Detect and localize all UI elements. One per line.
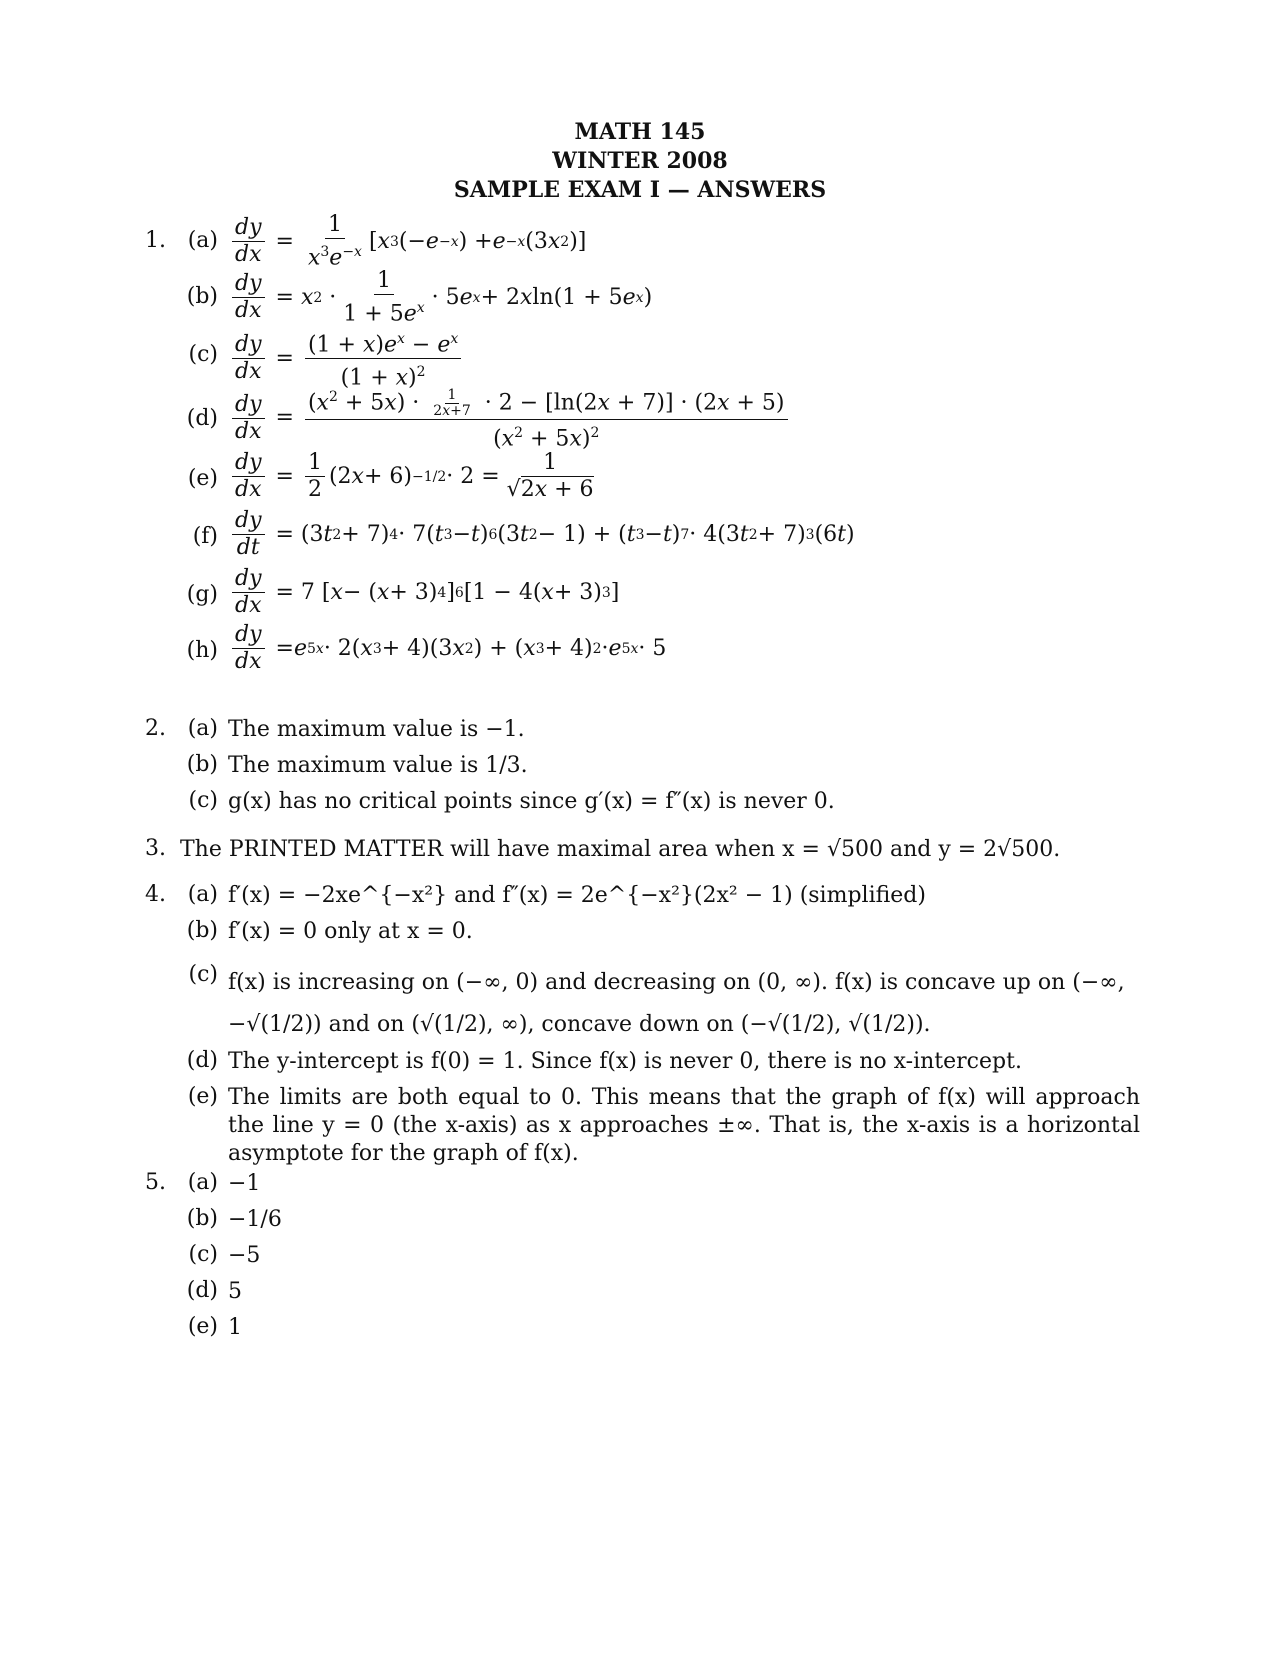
equation: $\frac{dy}{dx}$ = 7 [ x − ( x + 3) 4 ] 6 [1 − 4( x + 3) 3 ] xyxy=(228,566,1140,619)
part-label: (f) xyxy=(192,524,218,549)
part-label: (h) xyxy=(186,638,218,663)
equation: $\frac{dy}{dt}$ = (3 t 2 + 7) 4 · 7( t 3 − t ) 6 (3 t 2 − 1) + ( t 3 − t ) 7 · 4(3 t 2 + 7) 3 (6 t ) xyxy=(228,508,1140,561)
part-label: (e) xyxy=(187,1084,218,1109)
part-label: (g) xyxy=(186,582,218,607)
answer-text: The maximum value is −1. xyxy=(228,717,525,742)
answer-text: The y-intercept is f(0) = 1. Since f(x) is never 0, there is no x-intercept. xyxy=(228,1049,1022,1074)
answer-text: g(x) has no critical points since g′(x) = f″(x) is never 0. xyxy=(228,789,835,814)
part-label: (c) xyxy=(188,1242,218,1267)
part-label: (b) xyxy=(186,752,218,777)
problem-1e xyxy=(180,450,1140,508)
equation: $\frac{dy}{dx}$ = $\frac{1}{2}$ (2 x + 6) −1/2 · 2 = $\frac{1}{√2x + 6}$ xyxy=(228,450,1140,503)
answer-text: −5 xyxy=(228,1243,261,1268)
answer-text: 5 xyxy=(228,1279,242,1304)
problem-1c xyxy=(180,326,1140,391)
part-label: (d) xyxy=(186,1278,218,1303)
part-label: (a) xyxy=(187,228,218,253)
problem-3 xyxy=(140,836,1140,872)
part-label: (d) xyxy=(186,1048,218,1073)
problem-number: 3. xyxy=(145,836,166,861)
problem-2 xyxy=(140,716,1140,826)
part-label: (b) xyxy=(186,1206,218,1231)
term: WINTER 2008 xyxy=(552,148,728,174)
part-label: (c) xyxy=(188,962,218,987)
problem-number: 2. xyxy=(145,716,166,741)
equation: $\frac{dy}{dx}$ = x 2 · $\frac{1}{1 + 5e^x}$ · 5 e x + 2 x ln(1 + 5 e x ) xyxy=(228,268,1140,327)
answer-text: f′(x) = 0 only at x = 0. xyxy=(228,919,473,944)
part-label: (a) xyxy=(187,882,218,907)
answer-text: −1/6 xyxy=(228,1207,282,1232)
equation: $\frac{dy}{dx}$ = $\frac{1}{x^3e^{-x}}$ [ x 3 (− e −x ) + e −x (3 x 2 )] xyxy=(228,212,1140,271)
page-header xyxy=(0,118,1280,205)
problem-1d xyxy=(180,384,1140,452)
part-label: (e) xyxy=(187,466,218,491)
answer-text: −1 xyxy=(228,1171,261,1196)
equation: $\frac{dy}{dx}$ = $\frac{(1 + x)e^x - e^x}{(1 + x)^2}$ xyxy=(228,326,1140,392)
course-title: MATH 145 xyxy=(574,119,706,145)
part-label: (a) xyxy=(187,716,218,741)
problem-number: 1. xyxy=(145,228,166,253)
problem-number: 4. xyxy=(145,882,166,907)
answer-text: f(x) is increasing on (−∞, 0) and decreasing on (0, ∞). f(x) is concave up on (−∞, −√(1/2)) and on (√(1/2), ∞), concave down on (−√(1/2), √(1/2)). xyxy=(228,970,1125,1037)
answer-text: f′(x) = −2xe^{−x²} and f″(x) = 2e^{−x²}(2x² − 1) (simplified) xyxy=(228,883,926,908)
equation: $\frac{dy}{dx}$ = $(x^2 + 5x)$ · $\frac{1}{2x+7}$ · 2 − [ln(2x + 7)] · (2x + 5) $(x^2 + 5x)^2$ xyxy=(228,384,1140,452)
equation: $\frac{dy}{dx}$ = e 5x · 2( x 3 + 4)(3 x 2 ) + ( x 3 + 4) 2 · e 5x · 5 xyxy=(228,622,1140,675)
problem-1g xyxy=(180,566,1140,622)
part-label: (a) xyxy=(187,1170,218,1195)
problem-4 xyxy=(140,882,1140,1182)
part-label: (b) xyxy=(186,918,218,943)
answer-text: The limits are both equal to 0. This means that the graph of f(x) will approach the line y = 0 (the x-axis) as x approaches ±∞. That is, the x-axis is a horizontal asymptote for the graph of f(x). xyxy=(228,1085,1140,1166)
problem-1h xyxy=(180,622,1140,678)
part-label: (c) xyxy=(188,342,218,367)
part-label: (d) xyxy=(186,406,218,431)
problem-number: 5. xyxy=(145,1170,166,1195)
answer-text: 1 xyxy=(228,1315,242,1340)
problem-1 xyxy=(140,212,1140,672)
answer-text: The maximum value is 1/3. xyxy=(228,753,528,778)
problem-5 xyxy=(140,1170,1140,1350)
answer-text: The PRINTED MATTER will have maximal area when x = √500 and y = 2√500. xyxy=(180,837,1061,862)
part-label: (b) xyxy=(186,284,218,309)
part-label: (c) xyxy=(188,788,218,813)
part-label: (e) xyxy=(187,1314,218,1339)
problem-1f xyxy=(180,508,1140,566)
exam-title: SAMPLE EXAM I — ANSWERS xyxy=(453,177,827,203)
problem-1b xyxy=(180,268,1140,326)
problem-1a xyxy=(180,212,1140,271)
